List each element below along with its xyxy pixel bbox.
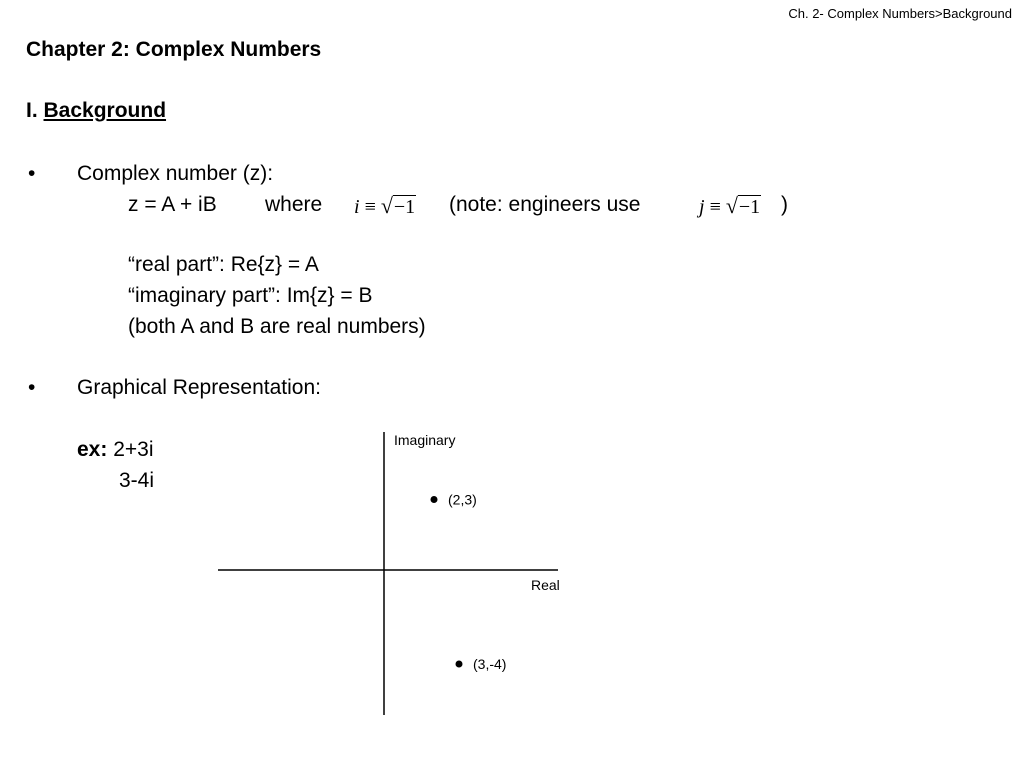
complex-number-label: Complex number (z): <box>77 162 274 185</box>
example-2: 3-4i <box>119 469 155 492</box>
j-radicand: −1 <box>738 196 761 218</box>
imag-part-text: “imaginary part”: Im{z} = B <box>128 284 373 307</box>
data-point-label-1: (2,3) <box>448 491 477 508</box>
real-part-text: “real part”: Re{z} = A <box>128 253 319 276</box>
complex-equation: z = A + iB <box>128 193 217 216</box>
i-radicand: −1 <box>393 196 416 218</box>
bullet-marker-1: • <box>28 162 36 185</box>
breadcrumb: Ch. 2- Complex Numbers>Background <box>788 6 1012 21</box>
i-variable: i <box>354 196 360 218</box>
bullet-marker-2: • <box>28 376 36 399</box>
ex-label: ex: <box>77 438 108 461</box>
real-axis-label: Real <box>531 577 560 593</box>
note-close: ) <box>781 193 788 216</box>
note-text: (note: engineers use <box>449 193 641 216</box>
j-equiv: ≡ <box>709 196 721 218</box>
j-variable: j <box>699 196 705 218</box>
i-sqrt: √ −1 <box>380 193 416 218</box>
imaginary-axis-label: Imaginary <box>394 432 456 448</box>
j-sqrt: √ −1 <box>725 193 761 218</box>
data-point-1 <box>431 496 438 503</box>
where-text: where <box>265 193 323 216</box>
section-number: I. <box>26 99 38 122</box>
data-point-label-2: (3,-4) <box>473 656 507 672</box>
graphical-label: Graphical Representation: <box>77 376 321 399</box>
section-title: Background <box>43 99 167 122</box>
data-point-2 <box>456 661 463 668</box>
example-1: 2+3i <box>113 438 154 461</box>
page-title: Chapter 2: Complex Numbers <box>26 38 322 61</box>
both-real-text: (both A and B are real numbers) <box>128 315 426 338</box>
i-equiv: ≡ <box>364 196 376 218</box>
